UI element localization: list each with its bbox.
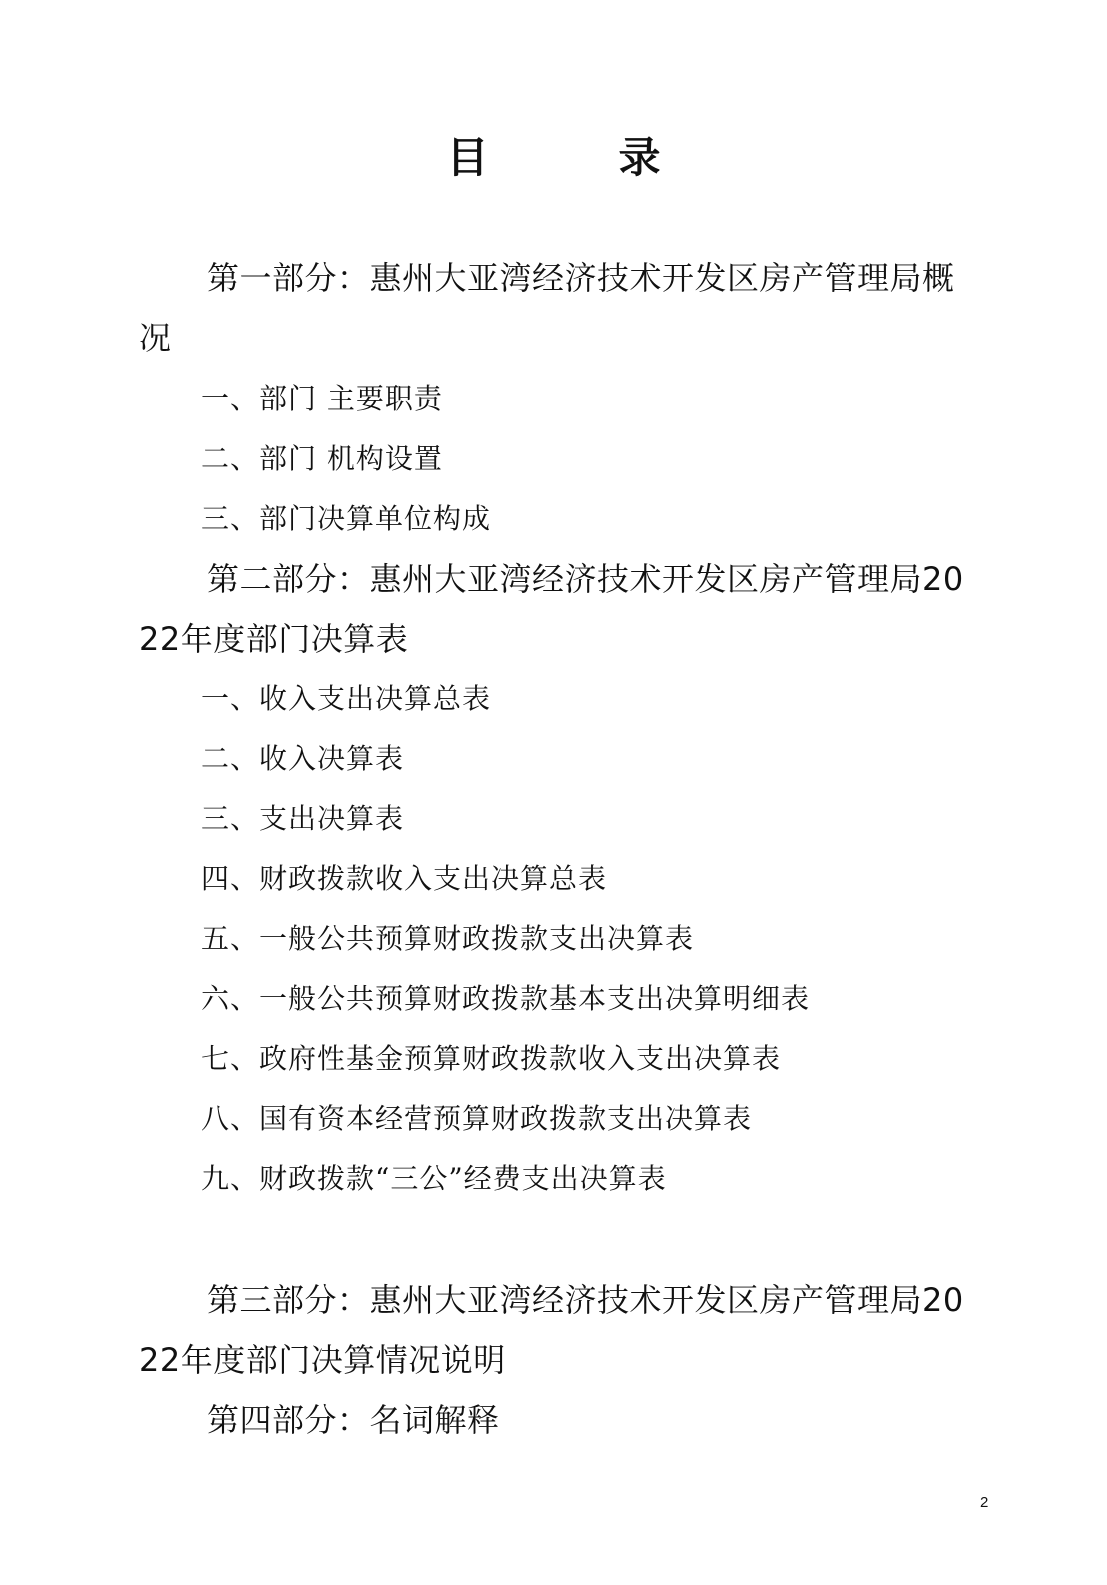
part2-item-5: 五、一般公共预算财政拨款支出决算表 xyxy=(201,922,695,955)
part4-heading: 第四部分：名词解释 xyxy=(207,1401,500,1439)
part2-item-1: 一、收入支出决算总表 xyxy=(201,682,492,715)
toc-title-char-2: 录 xyxy=(618,133,661,182)
part2-item-2: 二、收入决算表 xyxy=(201,742,405,775)
part2-item-9: 九、财政拨款“三公”经费支出决算表 xyxy=(201,1162,667,1195)
part1-item-3: 三、部门决算单位构成 xyxy=(201,502,492,535)
part2-item-3: 三、支出决算表 xyxy=(201,802,405,835)
part2-item-4: 四、财政拨款收入支出决算总表 xyxy=(201,862,608,895)
part1-item-1: 一、部门 主要职责 xyxy=(201,382,443,415)
part2-item-8: 八、国有资本经营预算财政拨款支出决算表 xyxy=(201,1102,753,1135)
part2-item-6: 六、一般公共预算财政拨款基本支出决算明细表 xyxy=(201,982,811,1015)
part2-heading: 第二部分：惠州大亚湾经济技术开发区房产管理局2022年度部门决算表 xyxy=(139,560,964,658)
page-number: 2 xyxy=(980,1494,989,1511)
part3-heading: 第三部分：惠州大亚湾经济技术开发区房产管理局2022年度部门决算情况说明 xyxy=(139,1281,964,1379)
part1-heading: 第一部分：惠州大亚湾经济技术开发区房产管理局概况 xyxy=(139,259,955,357)
part1-item-2: 二、部门 机构设置 xyxy=(201,442,443,475)
part2-item-7: 七、政府性基金预算财政拨款收入支出决算表 xyxy=(201,1042,782,1075)
toc-title xyxy=(0,130,1107,186)
toc-title-char-1: 目 xyxy=(446,133,489,182)
